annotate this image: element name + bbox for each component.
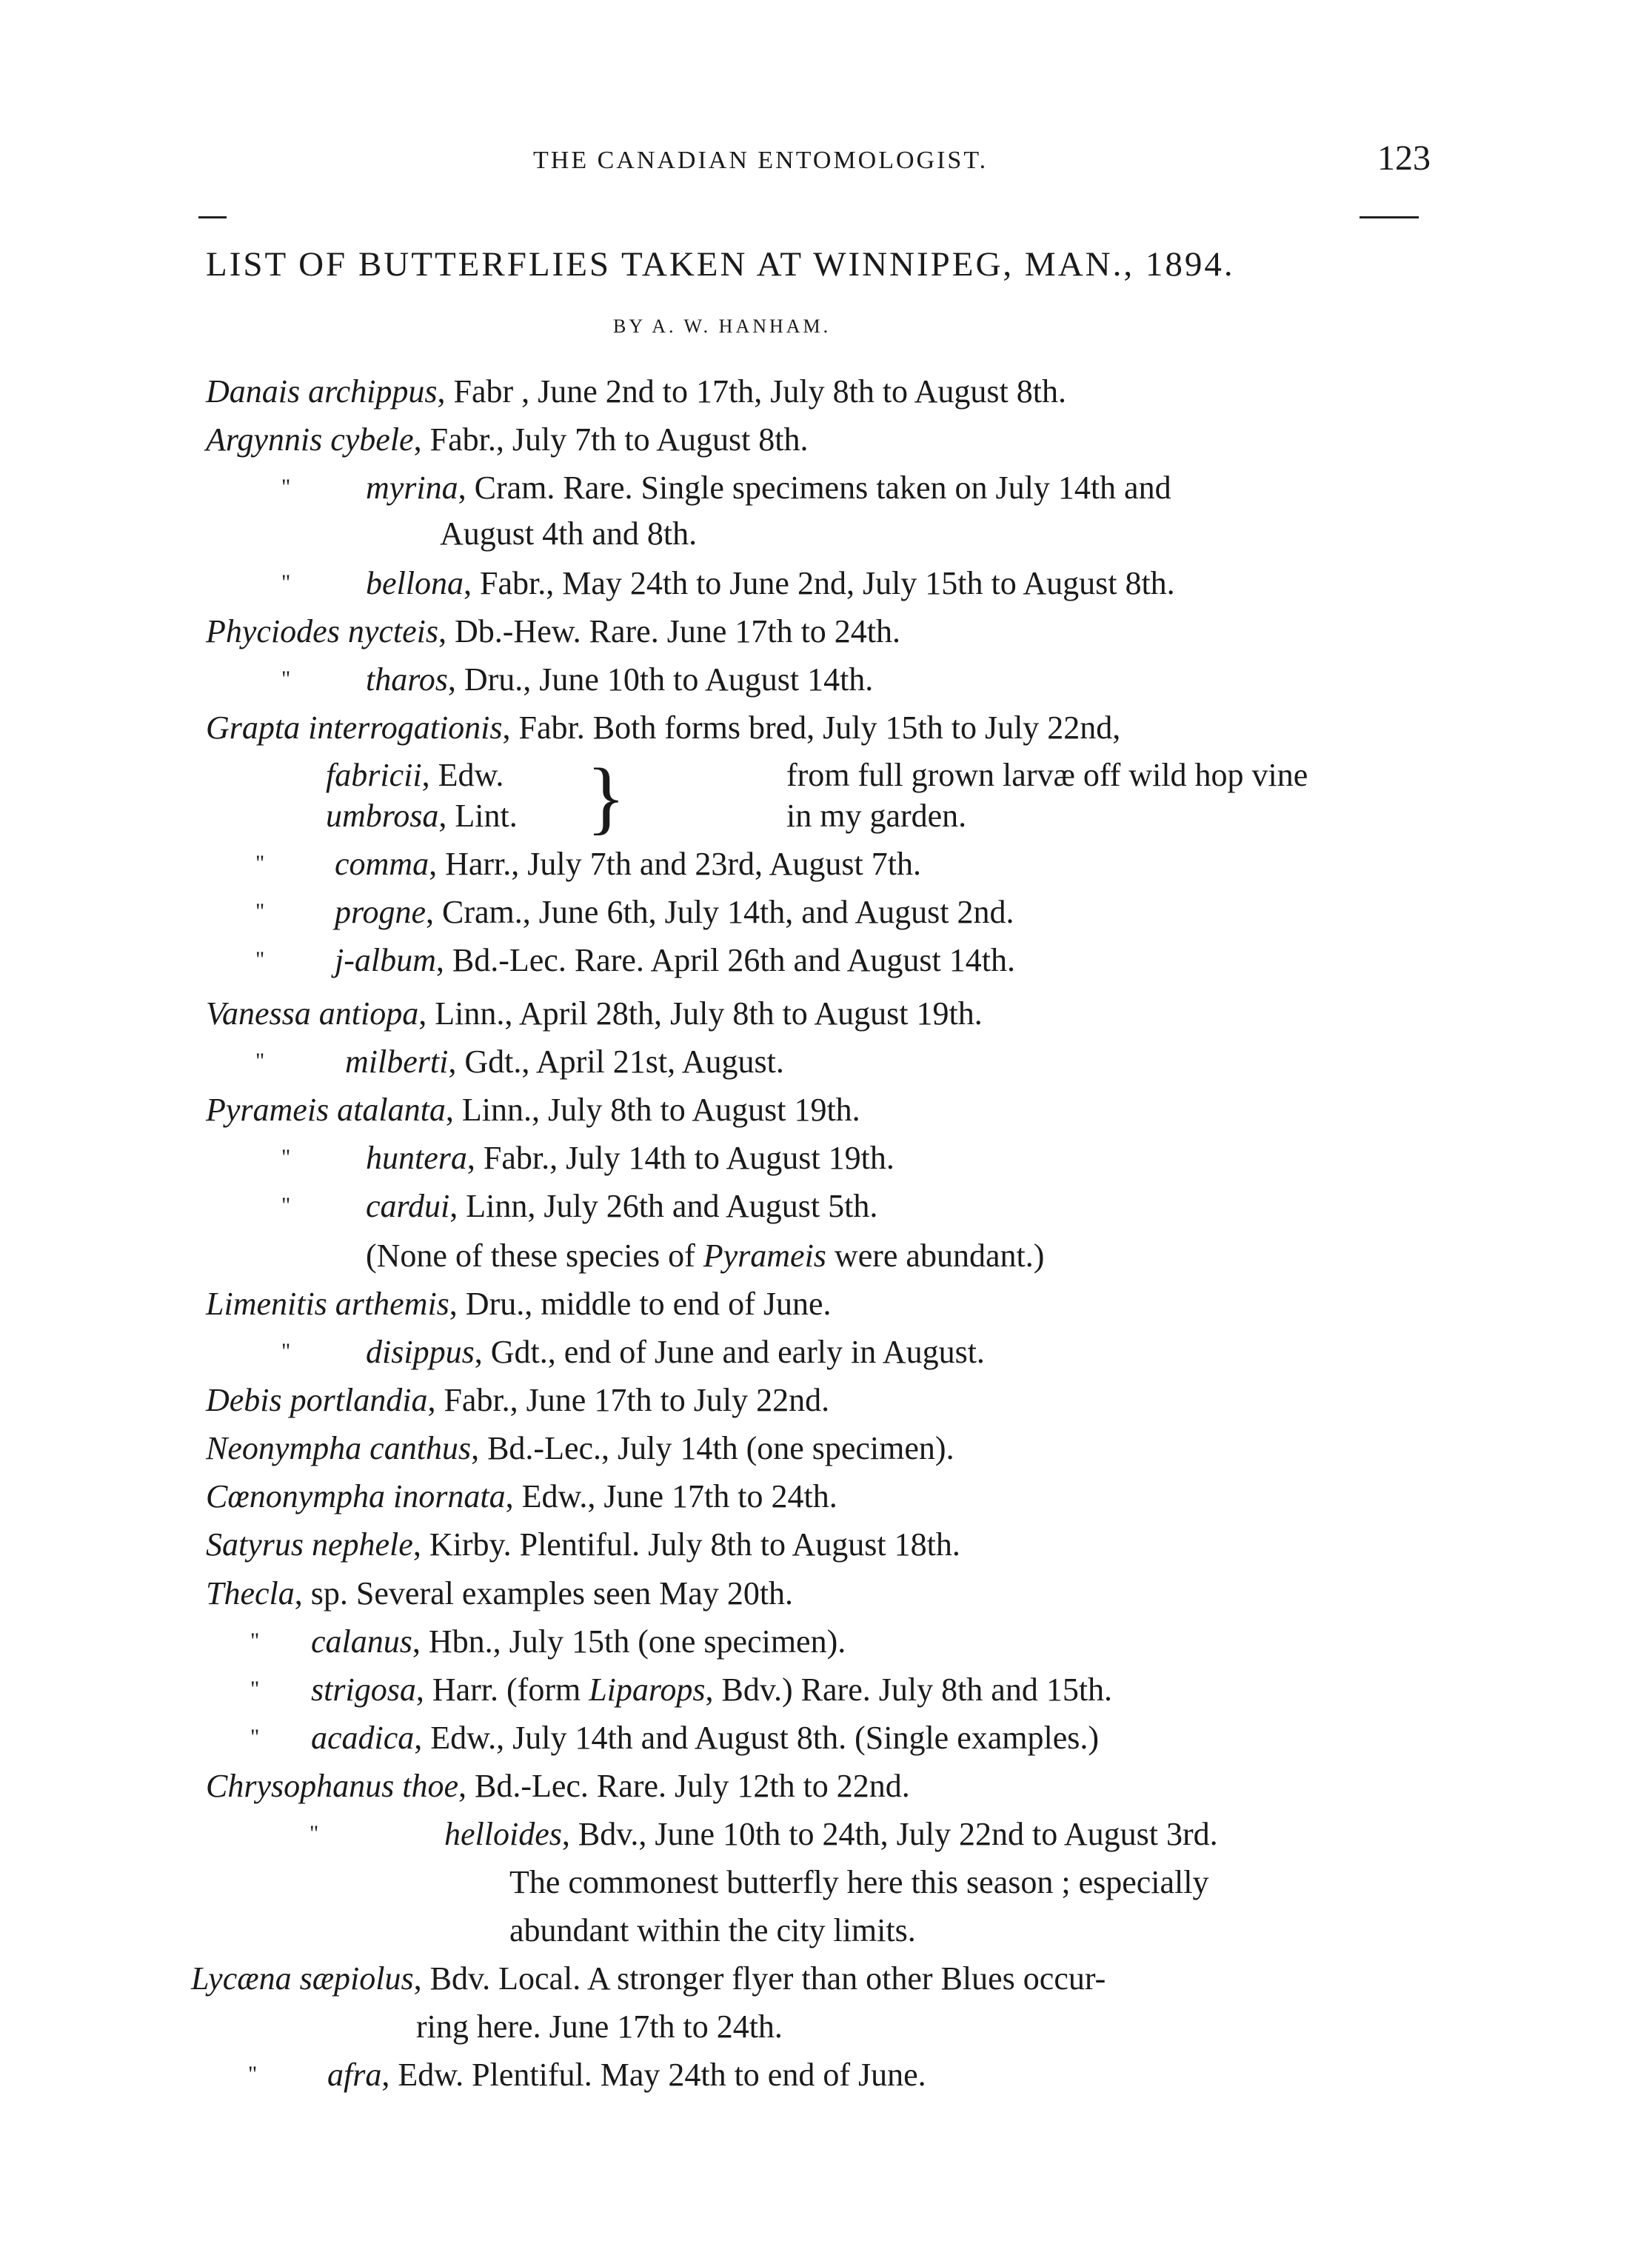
entry-text: , Fabr. Both forms bred, July 15th to July 22nd, (502, 709, 1121, 746)
species-name: Grapta interrogationis (206, 709, 503, 746)
list-item (206, 1429, 954, 1468)
brace-mark: } (586, 752, 626, 842)
entry-text: , Dru., June 10th to August 14th. (447, 661, 874, 698)
species-name: acadica (311, 1720, 415, 1756)
entry-text: , Bd.-Lec. Rare. July 12th to 22nd. (458, 1768, 910, 1804)
entry-text: , Fabr., May 24th to June 2nd, July 15th to August 8th. (463, 565, 1175, 601)
entry-text: , Fabr , June 2nd to 17th, July 8th to August 8th. (437, 373, 1066, 410)
list-item (335, 893, 1014, 932)
entry-text: in my garden. (786, 798, 967, 834)
list-item (206, 612, 900, 651)
entry-text: , Linn., April 28th, July 8th to August 19th. (418, 995, 983, 1032)
species-name: myrina (366, 470, 458, 506)
species-name: milberti (345, 1043, 449, 1080)
species-name: afra (327, 2057, 382, 2093)
entry-text: , Edw., July 14th and August 8th. (Single examples.) (414, 1720, 1100, 1756)
species-name: Cœnonympha inornata (206, 1478, 506, 1514)
species-name: strigosa (311, 1671, 416, 1708)
entry-text: , Gdt., April 21st, August. (448, 1043, 784, 1080)
entry-text: , Linn., July 8th to August 19th. (445, 1092, 860, 1128)
list-item (366, 1187, 877, 1226)
ditto-mark: " (248, 2062, 258, 2086)
list-item (509, 1911, 916, 1950)
byline: BY A. W. HANHAM. (613, 315, 832, 337)
species-name: bellona (366, 565, 464, 601)
species-name: Debis portlandia (206, 1382, 428, 1418)
species-name: helloides (444, 1816, 562, 1852)
list-item (786, 756, 1308, 795)
entry-text: , Kirby. Plentiful. July 8th to August 18th. (412, 1526, 960, 1563)
list-item (206, 373, 1066, 411)
entry-text: ring here. June 17th to 24th. (416, 2008, 783, 2045)
list-item (206, 995, 983, 1033)
ditto-mark: " (281, 667, 291, 691)
header-rule-left (198, 216, 227, 218)
entry-text: , Db.-Hew. Rare. June 17th to 24th. (438, 613, 901, 649)
list-item (366, 1237, 1044, 1275)
article-title: LIST OF BUTTERFLIES TAKEN AT WINNIPEG, MAN., 1894. (206, 245, 1235, 284)
list-item (509, 1863, 1209, 1902)
ditto-mark: " (255, 899, 265, 924)
ditto-mark: " (255, 947, 265, 972)
entry-text: , Dru., middle to end of June. (449, 1286, 832, 1322)
entry-text: , Bd.-Lec. Rare. April 26th and August 14th. (435, 942, 1016, 978)
page-number: 123 (1377, 138, 1431, 178)
entry-text: , Bdv.) Rare. July 8th and 15th. (705, 1671, 1113, 1708)
species-name: comma (335, 846, 429, 882)
running-head: THE CANADIAN ENTOMOLOGIST. (533, 147, 989, 174)
entry-text: , Linn, July 26th and August 5th. (449, 1188, 878, 1224)
list-item (311, 1719, 1099, 1757)
species-name: Thecla (206, 1575, 295, 1612)
list-item (206, 1285, 832, 1323)
ditto-mark: " (281, 1145, 291, 1169)
species-name: umbrosa (326, 798, 439, 834)
list-item (206, 1381, 829, 1420)
list-item (206, 709, 1120, 747)
list-item (311, 1623, 846, 1661)
list-item (366, 469, 1171, 507)
ditto-mark: " (255, 1049, 265, 1073)
list-item (326, 797, 518, 835)
list-item (206, 1477, 837, 1516)
entry-text: , Cram., June 6th, July 14th, and August 2nd. (426, 894, 1014, 930)
entry-text: , Gdt., end of June and early in August. (474, 1334, 985, 1370)
species-name: Chrysophanus thoe (206, 1768, 458, 1804)
ditto-mark: " (250, 1677, 260, 1701)
species-name: cardui (366, 1188, 450, 1224)
list-item (206, 1526, 960, 1564)
species-name: Satyrus nephele (206, 1526, 413, 1563)
species-name: Pyrameis (703, 1238, 826, 1274)
list-item (366, 1139, 894, 1178)
list-item (206, 1767, 910, 1806)
list-item (206, 421, 809, 459)
ditto-mark: " (281, 475, 291, 499)
entry-text: , Harr., July 7th and 23rd, August 7th. (429, 846, 921, 882)
list-item (440, 515, 697, 553)
species-name: Liparops (589, 1671, 706, 1708)
list-item (327, 2056, 926, 2094)
ditto-mark: " (281, 570, 291, 595)
entry-text: , Bdv. Local. A stronger flyer than other Blues occur- (413, 1960, 1106, 1997)
entry-text: The commonest butterfly here this season ; especially (509, 1864, 1209, 1900)
entry-text: , Edw. (421, 757, 504, 793)
entry-text: , Bd.-Lec., July 14th (one specimen). (471, 1430, 954, 1466)
ditto-mark: " (310, 1821, 319, 1846)
entry-text: (None of these species of (366, 1238, 703, 1274)
species-name: tharos (366, 661, 448, 698)
ditto-mark: " (250, 1725, 260, 1749)
ditto-mark: " (281, 1339, 291, 1363)
entry-text: , Fabr., July 7th to August 8th. (413, 421, 809, 458)
species-name: huntera (366, 1140, 467, 1176)
species-name: Limenitis arthemis (206, 1286, 449, 1322)
list-item (206, 1574, 793, 1613)
entry-text: , Hbn., July 15th (one specimen). (412, 1623, 846, 1660)
list-item (335, 845, 921, 884)
entry-text: , Fabr., June 17th to July 22nd. (427, 1382, 830, 1418)
entry-text: , Bdv., June 10th to 24th, July 22nd to August 3rd. (561, 1816, 1218, 1852)
list-item (366, 564, 1175, 603)
entry-text: were abundant.) (826, 1238, 1045, 1274)
species-name: Lycæna sæpiolus (191, 1960, 414, 1997)
entry-text: August 4th and 8th. (440, 515, 698, 552)
list-item (345, 1043, 784, 1081)
species-name: Danais archippus (206, 373, 438, 410)
species-name: calanus (311, 1623, 412, 1660)
entry-text: , Edw. Plentiful. May 24th to end of June. (381, 2057, 926, 2093)
species-name: Phyciodes nycteis (206, 613, 438, 649)
list-item (311, 1671, 1112, 1709)
entry-text: , Cram. Rare. Single specimens taken on July 14th and (458, 470, 1171, 506)
entry-text: , Edw., June 17th to 24th. (505, 1478, 837, 1514)
species-name: Pyrameis atalanta (206, 1092, 446, 1128)
entry-text: , Lint. (438, 798, 518, 834)
species-name: j-album (335, 942, 436, 978)
entry-text: from full grown larvæ off wild hop vine (786, 757, 1308, 793)
list-item (366, 1333, 985, 1372)
list-item (335, 941, 1015, 980)
species-name: progne (335, 894, 427, 930)
list-item (191, 1960, 1106, 1998)
list-item (326, 756, 504, 795)
list-item (444, 1815, 1218, 1854)
ditto-mark: " (250, 1629, 260, 1653)
header-rule-right (1360, 216, 1419, 218)
list-item (786, 797, 966, 835)
entry-text: , Harr. (form (415, 1671, 589, 1708)
species-name: Vanessa antiopa (206, 995, 419, 1032)
entry-text: abundant within the city limits. (509, 1912, 916, 1948)
species-name: disippus (366, 1334, 475, 1370)
list-item (206, 1091, 860, 1129)
ditto-mark: " (255, 851, 265, 875)
entry-text: , sp. Several examples seen May 20th. (294, 1575, 794, 1612)
species-name: Argynnis cybele (206, 421, 414, 458)
list-item (416, 2008, 783, 2046)
species-name: Neonympha canthus (206, 1430, 472, 1466)
ditto-mark: " (281, 1193, 291, 1218)
list-item (366, 661, 873, 699)
entry-text: , Fabr., July 14th to August 19th. (466, 1140, 894, 1176)
species-name: fabricii (326, 757, 422, 793)
